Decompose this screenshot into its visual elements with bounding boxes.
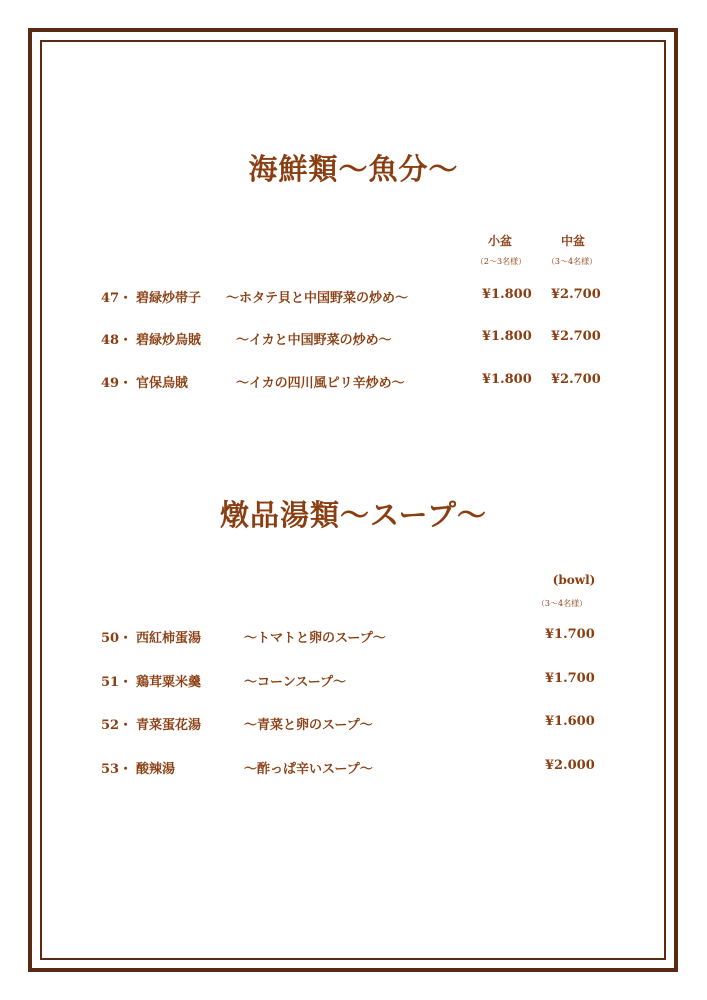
item-name: 鶏茸粟米羹 — [136, 675, 202, 690]
price-medium: ¥2.700 — [551, 329, 601, 344]
item-description: ～ホタテ貝と中国野菜の炒め～ — [226, 291, 409, 306]
item-description: ～トマトと卵のスープ～ — [244, 631, 386, 646]
item-description: ～イカの四川風ピリ辛炒め～ — [236, 376, 405, 391]
item-description: ～コーンスープ～ — [244, 675, 347, 690]
price: ¥2.000 — [545, 758, 595, 773]
item-name: 碧緑炒帯子 — [136, 291, 202, 306]
medium-plate-header: 中盆 — [560, 234, 585, 248]
item-name: 碧緑炒烏賊 — [136, 333, 202, 348]
item-description: ～イカと中国野菜の炒め～ — [236, 333, 392, 348]
price: ¥1.600 — [545, 714, 595, 729]
item-description: ～酢っぱ辛いスープ～ — [244, 762, 373, 777]
item-description: ～青菜と卵のスープ～ — [244, 718, 373, 733]
bowl-header: (bowl) — [552, 573, 596, 587]
item-name: 青菜蛋花湯 — [136, 718, 202, 733]
item-number: 49・ — [101, 376, 133, 391]
price-medium: ¥2.700 — [551, 372, 601, 387]
price-medium: ¥2.700 — [551, 287, 601, 302]
item-number: 53・ — [101, 762, 133, 777]
item-name: 西紅柿蛋湯 — [136, 631, 202, 646]
soup-section-title: 燉品湯類～スープ～ — [219, 498, 488, 532]
item-name: 酸辣湯 — [136, 762, 176, 777]
small-plate-servings: （2～3名様） — [475, 257, 527, 266]
item-number: 51・ — [101, 675, 133, 690]
item-number: 50・ — [101, 631, 133, 646]
item-name: 官保烏賊 — [136, 376, 189, 391]
price: ¥1.700 — [545, 627, 595, 642]
item-number: 47・ — [101, 291, 133, 306]
item-number: 48・ — [101, 333, 133, 348]
medium-plate-servings: （3～4名様） — [546, 257, 598, 266]
price: ¥1.700 — [545, 671, 595, 686]
seafood-section-title: 海鮮類～魚分～ — [248, 152, 459, 186]
small-plate-header: 小盆 — [487, 234, 512, 248]
item-number: 52・ — [101, 718, 133, 733]
bowl-servings: （3～4名様） — [536, 599, 588, 608]
price-small: ¥1.800 — [482, 329, 532, 344]
price-small: ¥1.800 — [482, 287, 532, 302]
price-small: ¥1.800 — [482, 372, 532, 387]
